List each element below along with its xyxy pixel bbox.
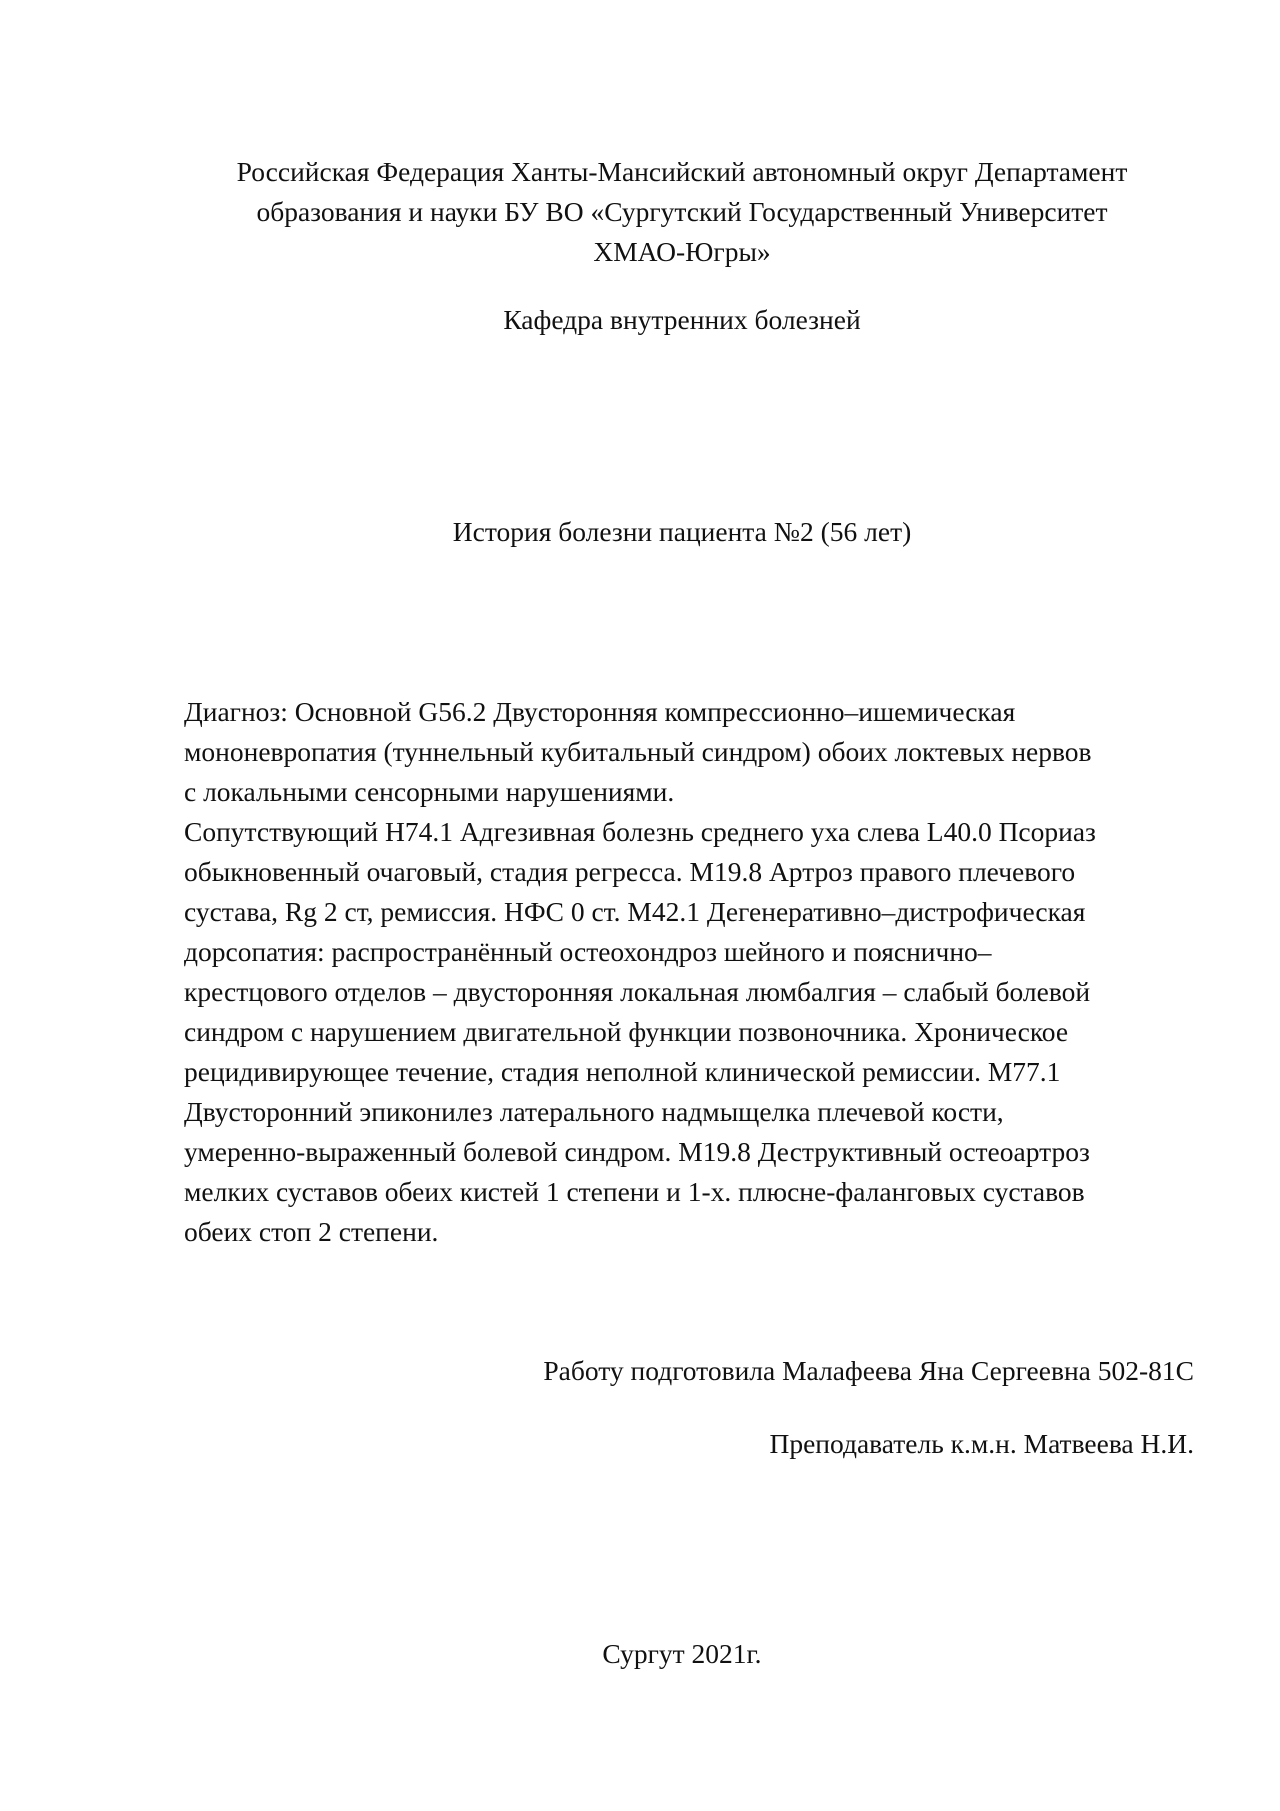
diagnosis-concomitant-line: рецидивирующее течение, стадия неполной клинической ремиссии. M77.1 [184,1056,1061,1087]
diagnosis-concomitant-line: дорсопатия: распространённый остеохондроз шейного и пояснично– [184,936,992,967]
diagnosis-concomitant-line: обеих стоп 2 степени. [184,1216,439,1247]
diagnosis-main-line: Диагноз: Основной G56.2 Двусторонняя компрессионно–ишемическая [184,696,1016,727]
city-year-footer: Сургут 2021г. [602,1638,762,1669]
diagnosis-concomitant-line: обыкновенный очаговый, стадия регресса. M19.8 Артроз правого плечевого [184,856,1076,887]
diagnosis-concomitant-line: умеренно-выраженный болевой синдром. M19.8 Деструктивный остеоартроз [184,1136,1090,1167]
diagnosis-main-line: с локальными сенсорными нарушениями. [184,776,675,807]
diagnosis-concomitant-line: Двусторонний эпиконилез латерального надмыщелка плечевой кости, [184,1096,1004,1127]
diagnosis-concomitant-line: синдром с нарушением двигательной функции позвоночника. Хроническое [184,1016,1069,1047]
diagnosis-concomitant-line: Сопутствующий H74.1 Адгезивная болезнь среднего уха слева L40.0 Псориаз [184,816,1096,847]
diagnosis-concomitant-line: сустава, Rg 2 ст, ремиссия. НФС 0 ст. M42.1 Дегенеративно–дистрофическая [184,896,1086,927]
header-line-1: Российская Федерация Ханты-Мансийский автономный округ Департамент [236,156,1128,187]
diagnosis-main-line: мононевропатия (туннельный кубитальный синдром) обоих локтевых нервов [184,736,1092,767]
document-title: История болезни пациента №2 (56 лет) [452,516,912,547]
diagnosis-block [184,692,1194,1252]
department-name: Кафедра внутренних болезней [503,304,861,335]
author-signature: Работу подготовила Малафеева Яна Сергеевна 502-81С [543,1355,1194,1386]
header-line-3: ХМАО-Югры» [593,236,771,267]
diagnosis-concomitant-line: мелких суставов обеих кистей 1 степени и 1-х. плюсне-фаланговых суставов [184,1176,1085,1207]
teacher-signature: Преподаватель к.м.н. Матвеева Н.И. [769,1428,1194,1459]
header-line-2: образования и науки БУ ВО «Сургутский Государственный Университет [256,196,1108,227]
institution-header [183,152,1181,272]
diagnosis-concomitant-line: крестцового отделов – двусторонняя локальная люмбалгия – слабый болевой [184,976,1091,1007]
